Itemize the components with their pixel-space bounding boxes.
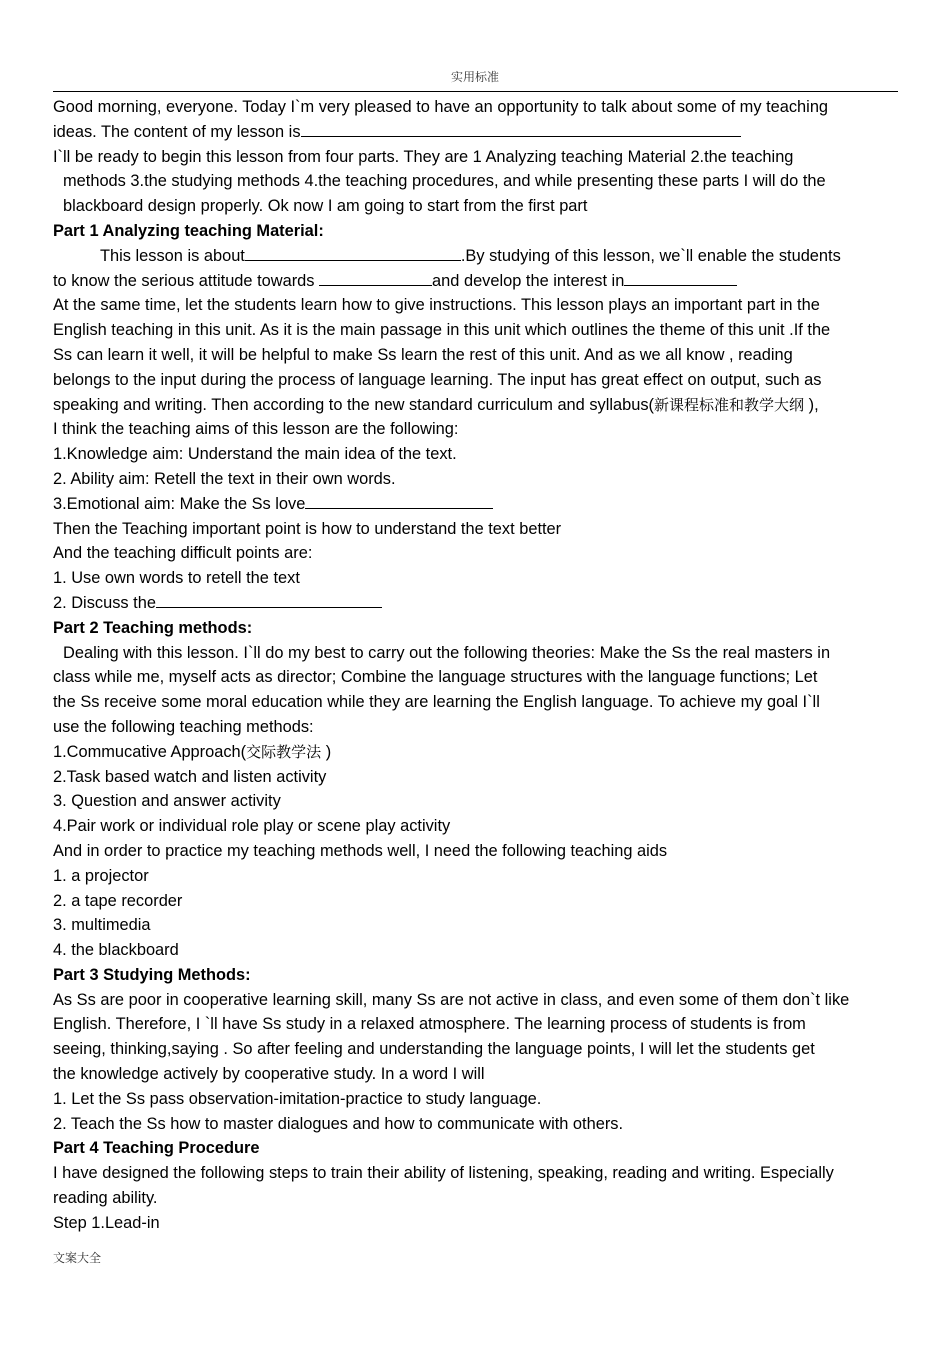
part3-line: English. Therefore, I `ll have Ss study in a relaxed atmosphere. The learning process of students is from <box>53 1015 806 1034</box>
discuss-blank <box>156 592 382 608</box>
aid-item: 4. the blackboard <box>53 941 179 960</box>
page-footer: 文案大全 <box>53 1251 102 1265</box>
part2-line: the Ss receive some moral education while they are learning the English language. To achieve my goal I`ll <box>53 693 820 712</box>
aim-item <box>53 492 925 517</box>
aid-item: 2. a tape recorder <box>53 891 183 910</box>
part2-line: use the following teaching methods: <box>53 717 314 736</box>
difficult-item: 1. Use own words to retell the text <box>53 569 300 588</box>
intro-line: I`ll be ready to begin this lesson from four parts. They are 1 Analyzing teaching Material 2.the teaching <box>53 147 794 166</box>
method-text: 1.Commucative Approach( <box>53 742 247 761</box>
step-item: Step 1.Lead-in <box>53 1213 160 1232</box>
part1-line: Then the Teaching important point is how to understand the text better <box>53 519 562 538</box>
part1-line <box>53 393 925 418</box>
part1-line: At the same time, let the students learn how to give instructions. This lesson plays an important part in the <box>53 296 820 315</box>
part2-line: class while me, myself acts as director; Combine the language structures with the language functions; Let <box>53 668 818 687</box>
part1-text: ), <box>808 395 819 414</box>
interest-blank <box>624 270 737 286</box>
intro-line <box>53 120 925 145</box>
part1-text: .By studying of this lesson, we`ll enable the students <box>460 246 841 265</box>
part1-line: English teaching in this unit. As it is the main passage in this unit which outlines the theme of this unit .If the <box>53 321 831 340</box>
attitude-blank <box>319 270 432 286</box>
part1-text: speaking and writing. Then according to the new standard curriculum and syllabus( <box>53 395 655 414</box>
method-item: 3. Question and answer activity <box>53 792 281 811</box>
part1-line: belongs to the input during the process of language learning. The input has great effect on output, such as <box>53 370 822 389</box>
lesson-about-label: This lesson is about <box>100 246 245 265</box>
lesson-content-label: ideas. The content of my lesson is <box>53 122 301 141</box>
part4-line: reading ability. <box>53 1189 158 1208</box>
difficult-item <box>53 591 925 616</box>
method-item: 4.Pair work or individual role play or scene play activity <box>53 817 451 836</box>
attitude-label: to know the serious attitude towards <box>53 271 315 290</box>
aid-item: 1. a projector <box>53 866 149 885</box>
part3-line: the knowledge actively by cooperative study. In a word I will <box>53 1065 485 1084</box>
part4-line: I have designed the following steps to train their ability of listening, speaking, reading and writing. Especially <box>53 1164 834 1183</box>
aid-item: 3. multimedia <box>53 916 151 935</box>
part1-heading: Part 1 Analyzing teaching Material: <box>53 221 324 240</box>
part2-line: Dealing with this lesson. I`ll do my best to carry out the following theories: Make the Ss the real masters in <box>63 643 831 662</box>
part3-heading: Part 3 Studying Methods: <box>53 965 251 984</box>
intro-line: blackboard design properly. Ok now I am going to start from the first part <box>63 197 588 216</box>
document-body <box>53 95 925 1236</box>
part1-line: Ss can learn it well, it will be helpful to make Ss learn the rest of this unit. And as we all know , reading <box>53 345 793 364</box>
page-header: 实用标准 <box>450 70 499 84</box>
study-item: 1. Let the Ss pass observation-imitation-practice to study language. <box>53 1089 542 1108</box>
intro-line: methods 3.the studying methods 4.the teaching procedures, and while presenting these parts I will do the <box>63 172 826 191</box>
intro-line: Good morning, everyone. Today I`m very pleased to have an opportunity to talk about some of my teaching <box>53 98 829 116</box>
part1-line <box>53 244 925 269</box>
aim-item: 1.Knowledge aim: Understand the main idea of the text. <box>53 445 457 464</box>
discuss-label: 2. Discuss the <box>53 593 156 612</box>
part3-line: seeing, thinking,saying . So after feeling and understanding the language points, I will let the students get <box>53 1040 815 1059</box>
part1-line: And the teaching difficult points are: <box>53 544 313 563</box>
method-chinese: 交际教学法 <box>246 742 322 761</box>
lesson-about-blank <box>245 245 461 261</box>
lesson-content-blank <box>301 121 741 137</box>
method-item <box>53 740 925 765</box>
aim-item: 2. Ability aim: Retell the text in their own words. <box>53 469 396 488</box>
emotional-aim-blank <box>305 493 493 509</box>
interest-label: and develop the interest in <box>432 271 625 290</box>
emotional-aim-label: 3.Emotional aim: Make the Ss love <box>53 494 306 513</box>
method-text: ) <box>325 742 332 761</box>
part2-line: And in order to practice my teaching methods well, I need the following teaching aids <box>53 841 668 860</box>
part3-line: As Ss are poor in cooperative learning skill, many Ss are not active in class, and even some of them don`t like <box>53 990 850 1009</box>
header-rule <box>53 91 898 92</box>
syllabus-chinese: 新课程标准和教学大纲 <box>654 395 805 414</box>
part2-heading: Part 2 Teaching methods: <box>53 618 253 637</box>
part1-line <box>53 269 925 294</box>
part4-heading: Part 4 Teaching Procedure <box>53 1139 260 1158</box>
study-item: 2. Teach the Ss how to master dialogues and how to communicate with others. <box>53 1114 624 1133</box>
part1-line: I think the teaching aims of this lesson are the following: <box>53 420 459 439</box>
method-item: 2.Task based watch and listen activity <box>53 767 327 786</box>
